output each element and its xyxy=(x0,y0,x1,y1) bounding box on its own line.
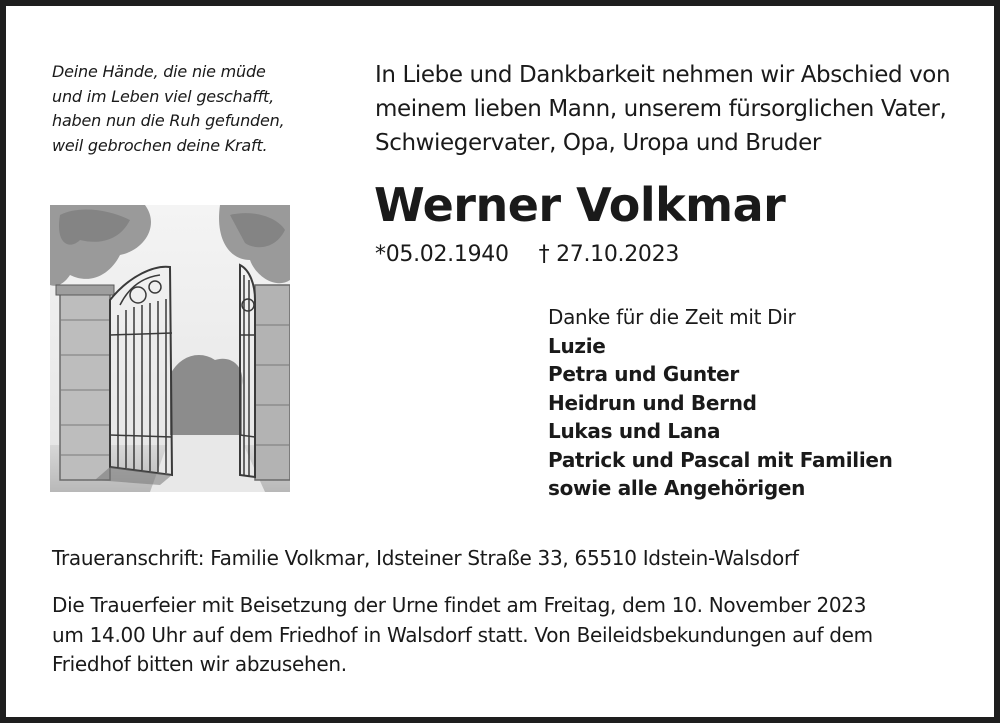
intro-line: In Liebe und Dankbarkeit nehmen wir Abschied von xyxy=(375,62,951,88)
intro-line: Schwiegervater, Opa, Uropa und Bruder xyxy=(375,130,821,156)
death-date: † 27.10.2023 xyxy=(538,242,680,267)
mourner-name: Luzie xyxy=(548,333,606,358)
birth-date: *05.02.1940 xyxy=(375,242,509,267)
mourner-name: sowie alle Angehörigen xyxy=(548,476,806,500)
thanks-heading: Danke für die Zeit mit Dir xyxy=(548,305,796,329)
mourner-name: Lukas und Lana xyxy=(548,419,721,443)
poem-line: weil gebrochen deine Kraft. xyxy=(52,135,268,155)
mourner-name: Petra und Gunter xyxy=(548,362,739,386)
ceremony-line: Die Trauerfeier mit Beisetzung der Urne findet am Freitag, dem 10. November 2023 xyxy=(52,593,867,617)
life-dates xyxy=(375,242,679,267)
ceremony-line: um 14.00 Uhr auf dem Friedhof in Walsdorf statt. Von Beileidsbekundungen auf dem xyxy=(52,622,873,647)
intro-line: meinem lieben Mann, unserem fürsorglichen Vater, xyxy=(375,96,947,122)
mourner-name: Heidrun und Bernd xyxy=(548,390,757,415)
poem-line: Deine Hände, die nie müde xyxy=(52,62,266,81)
deceased-name: Werner Volkmar xyxy=(374,178,786,232)
thanks-section xyxy=(548,303,968,503)
intro-text xyxy=(375,58,975,160)
poem-line: und im Leben viel geschafft, xyxy=(52,86,275,106)
poem-line: haben nun die Ruh gefunden, xyxy=(52,111,285,130)
poem xyxy=(52,60,332,158)
mourner-name: Patrick und Pascal mit Familien xyxy=(548,447,893,472)
garden-gate-illustration xyxy=(50,205,290,492)
mourning-address: Traueranschrift: Familie Volkmar, Idsteiner Straße 33, 65510 Idstein-Walsdorf xyxy=(52,546,799,570)
ceremony-line: Friedhof bitten wir abzusehen. xyxy=(52,652,347,676)
ceremony-notice xyxy=(52,591,972,680)
